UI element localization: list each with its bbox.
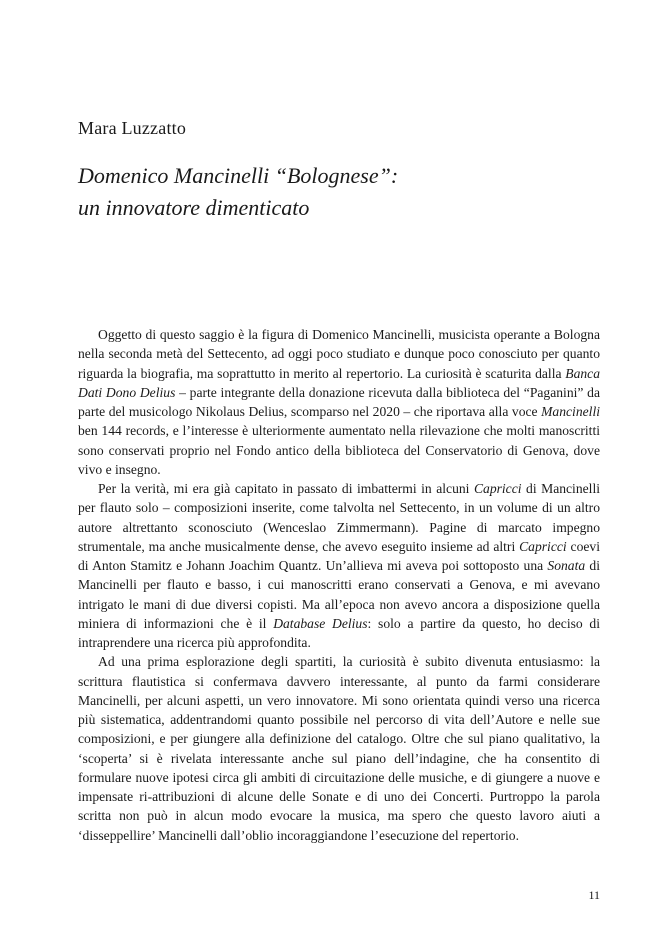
italic-text-run: Sonata bbox=[547, 558, 586, 573]
text-run: Per la verità, mi era già capitato in passato di imbattermi in alcuni bbox=[98, 481, 474, 496]
paragraph-1 bbox=[78, 325, 600, 479]
article-title-line-2: un innovatore dimenticato bbox=[78, 195, 310, 220]
paragraph-3 bbox=[78, 652, 600, 845]
italic-text-run: Capricci bbox=[519, 538, 567, 554]
article-title bbox=[78, 160, 598, 224]
text-run: – parte integrante della donazione ricevuta dalla biblioteca del “Paganini” da parte del musicologo Nikolaus Delius, scomparso nel 2020 – che riportava alla voce bbox=[78, 384, 600, 419]
italic-text-run: Banca Dati Dono Delius bbox=[78, 365, 600, 400]
italic-text-run: Mancinelli bbox=[541, 404, 600, 419]
paragraph-2 bbox=[78, 479, 600, 652]
text-run: di Mancinelli per flauto e basso, i cui manoscritti erano conservati a Genova, e mi avevano intrigato le mani di due diversi copisti. Ma all’epoca non avevo ancora a disposizione quella miniera di informazioni che è il bbox=[78, 558, 600, 631]
article-title-line-1: Domenico Mancinelli “Bolognese”: bbox=[78, 163, 399, 188]
page-number: 11 bbox=[588, 888, 600, 902]
text-run: : solo a partire da questo, ho deciso di intraprendere una ricerca più approfondita. bbox=[78, 615, 600, 650]
text-run: Oggetto di questo saggio è la figura di Domenico Mancinelli, musicista operante a Bologna nella seconda metà del Settecento, ad oggi poco studiato e dunque poco conosciuto per quanto riguarda la biografia, ma soprattutto in merito al repertorio. La curiosità è scaturita dalla bbox=[78, 327, 600, 381]
italic-text-run: Capricci bbox=[473, 481, 522, 496]
text-run: di Mancinelli per flauto solo – composizioni inserite, come talvolta nel Settecento, in un volume di un altro autore altrettanto sconosciuto (Wenceslao Zimmermann). Pagine di marcato impegno strumentale, ma anche musicalmente dense, che avevo eseguito insieme ad altri bbox=[78, 481, 600, 554]
author-name: Mara Luzzatto bbox=[78, 118, 187, 138]
italic-text-run: Database Delius bbox=[273, 615, 368, 631]
text-run: Ad una prima esplorazione degli spartiti, la curiosità è subito divenuta entusiasmo: la scrittura flautistica si confermava davvero interessante, al punto da farmi considerare Mancinelli, per alcuni aspetti, un vero innovatore. Mi sono orientata quindi verso una ricerca più sistematica, addentrandomi quanto possibile nel percorso di vita dell’Autore e nelle sue composizioni, e per giungere alla definizione del catalogo. Oltre che sul piano qualitativo, la ‘scoperta’ si è rivelata interessante anche sul piano dell’indagine, che ha consentito di formulare nuove ipotesi circa gli ambiti di circuitazione delle musiche, e di giungere a nuove e impensate ri-attribuzioni di alcune delle Sonate e di uno dei Concerti. Purtroppo la parola scritta non può in alcun modo evocare la musica, ma spero che questo lavoro aiuti a ‘disseppellire’ Mancinelli dall’oblio incoraggiandone l’esecuzione del repertorio. bbox=[78, 654, 600, 843]
article-body bbox=[78, 325, 600, 845]
text-run: coevi di Anton Stamitz e Johann Joachim Quantz. Un’allieva mi aveva poi sottoposto una bbox=[78, 538, 600, 573]
text-run: ben 144 records, e l’interesse è ulteriormente aumentato nella rilevazione che molti manoscritti sono conservati proprio nel Fondo antico della biblioteca del Conservatorio di Genova, dove vivo e insegno. bbox=[78, 423, 600, 477]
